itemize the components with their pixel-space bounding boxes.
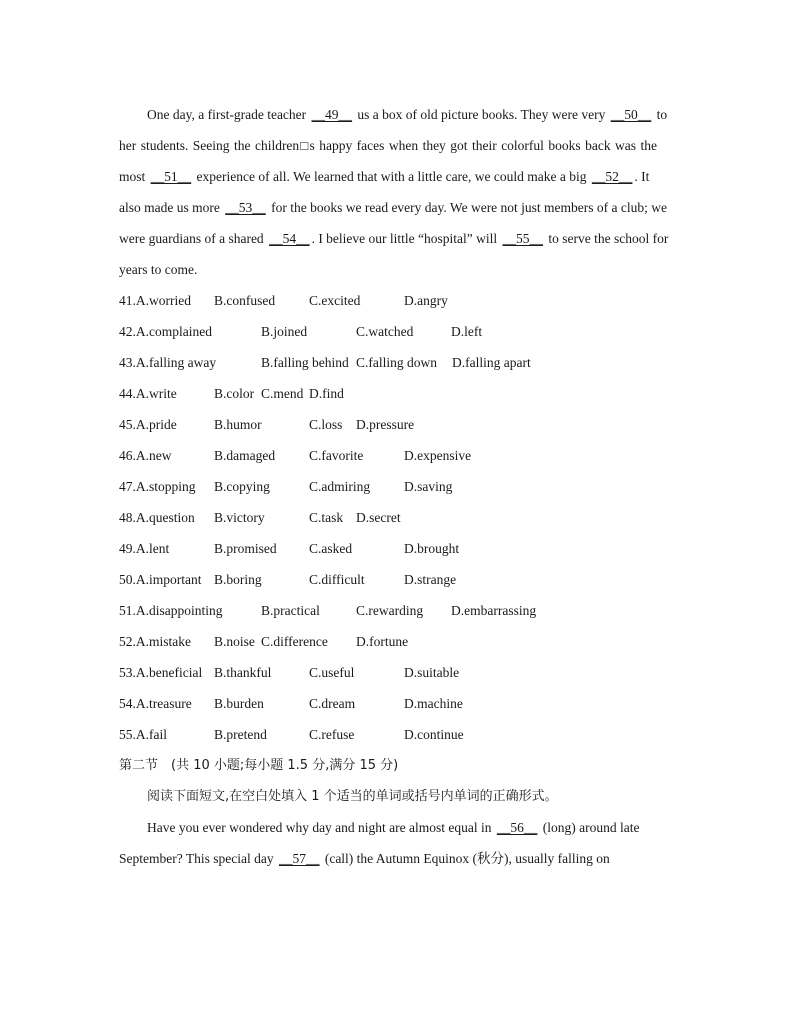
- text: . I believe our little “hospital” will: [311, 231, 501, 246]
- option-a[interactable]: 53.A.beneficial: [119, 665, 203, 680]
- passage-line-2: her students. Seeing the children□s happy faces when they got their colorful books back was the: [119, 138, 657, 153]
- option-d[interactable]: D.angry: [404, 293, 448, 308]
- text: to serve the school for: [545, 231, 669, 246]
- option-b[interactable]: B.confused: [214, 293, 276, 308]
- passage-line-5: [119, 230, 679, 248]
- blank-50[interactable]: __50__: [610, 107, 652, 122]
- question-55: [119, 726, 679, 744]
- option-b[interactable]: B.noise: [214, 634, 255, 649]
- option-b[interactable]: B.humor: [214, 417, 262, 432]
- option-a[interactable]: 49.A.lent: [119, 541, 170, 556]
- question-51: [119, 602, 679, 620]
- option-a[interactable]: 51.A.disappointing: [119, 603, 223, 618]
- option-a[interactable]: 46.A.new: [119, 448, 172, 463]
- question-46: [119, 447, 679, 465]
- text: . It: [634, 169, 650, 184]
- text: were guardians of a shared: [119, 231, 268, 246]
- option-c[interactable]: C.difficult: [309, 572, 365, 587]
- section-instruction: 阅读下面短文,在空白处填入 1 个适当的单词或括号内单词的正确形式。: [147, 789, 558, 804]
- option-a[interactable]: 44.A.write: [119, 386, 177, 401]
- option-c[interactable]: C.task: [309, 510, 344, 525]
- option-d[interactable]: D.falling apart: [452, 355, 531, 370]
- option-d[interactable]: D.brought: [404, 541, 460, 556]
- option-a[interactable]: 52.A.mistake: [119, 634, 191, 649]
- option-c[interactable]: C.loss: [309, 417, 343, 432]
- option-c[interactable]: C.mend: [261, 386, 304, 401]
- option-c[interactable]: C.watched: [356, 324, 414, 339]
- option-d[interactable]: D.machine: [404, 696, 463, 711]
- option-c[interactable]: C.asked: [309, 541, 353, 556]
- option-c[interactable]: C.excited: [309, 293, 361, 308]
- option-b[interactable]: B.thankful: [214, 665, 272, 680]
- blank-56[interactable]: __56__: [496, 820, 538, 835]
- option-d[interactable]: D.suitable: [404, 665, 460, 680]
- question-50: [119, 571, 679, 589]
- option-b[interactable]: B.victory: [214, 510, 265, 525]
- blank-49[interactable]: __49__: [311, 107, 353, 122]
- option-d[interactable]: D.strange: [404, 572, 457, 587]
- option-c[interactable]: C.falling down: [356, 355, 437, 370]
- option-a[interactable]: 42.A.complained: [119, 324, 212, 339]
- blank-52[interactable]: __52__: [591, 169, 633, 184]
- option-c[interactable]: C.difference: [261, 634, 328, 649]
- text: experience of all. We learned that with a little care, we could make a big: [193, 169, 590, 184]
- text: most: [119, 169, 149, 184]
- text: also made us more: [119, 200, 224, 215]
- text: (long) around late: [539, 820, 640, 835]
- option-d[interactable]: D.embarrassing: [451, 603, 537, 618]
- question-47: [119, 478, 679, 496]
- option-b[interactable]: B.pretend: [214, 727, 267, 742]
- question-48: [119, 509, 679, 527]
- blank-51[interactable]: __51__: [150, 169, 192, 184]
- question-45: [119, 416, 679, 434]
- option-b[interactable]: B.color: [214, 386, 255, 401]
- passage-line-6: years to come.: [119, 262, 198, 277]
- option-b[interactable]: B.joined: [261, 324, 308, 339]
- option-d[interactable]: D.pressure: [356, 417, 415, 432]
- option-c[interactable]: C.admiring: [309, 479, 371, 494]
- text: (call) the Autumn Equinox (秋分), usually falling on: [321, 851, 610, 866]
- option-b[interactable]: B.practical: [261, 603, 320, 618]
- passage-line-4: [119, 199, 679, 217]
- option-a[interactable]: 50.A.important: [119, 572, 202, 587]
- question-54: [119, 695, 679, 713]
- passage-line-1: [147, 106, 679, 124]
- passage2-line-2: [119, 850, 679, 868]
- question-52: [119, 633, 679, 651]
- text: to: [653, 107, 668, 122]
- option-d[interactable]: D.secret: [356, 510, 401, 525]
- option-b[interactable]: B.promised: [214, 541, 277, 556]
- option-a[interactable]: 48.A.question: [119, 510, 195, 525]
- blank-57[interactable]: __57__: [278, 851, 320, 866]
- option-a[interactable]: 47.A.stopping: [119, 479, 196, 494]
- blank-54[interactable]: __54__: [269, 231, 310, 246]
- option-a[interactable]: 45.A.pride: [119, 417, 177, 432]
- text: One day, a first-grade teacher: [147, 107, 310, 122]
- option-b[interactable]: B.boring: [214, 572, 262, 587]
- option-b[interactable]: B.damaged: [214, 448, 276, 463]
- option-d[interactable]: D.left: [451, 324, 483, 339]
- text: Have you ever wondered why day and night are almost equal in: [147, 820, 495, 835]
- question-41: [119, 292, 679, 310]
- question-43: [119, 354, 679, 372]
- option-c[interactable]: C.useful: [309, 665, 355, 680]
- text: for the books we read every day. We were not just members of a club; we: [267, 200, 668, 215]
- option-c[interactable]: C.rewarding: [356, 603, 424, 618]
- section-heading: 第二节 (共 10 小题;每小题 1.5 分,满分 15 分): [119, 758, 399, 773]
- option-c[interactable]: C.refuse: [309, 727, 355, 742]
- option-d[interactable]: D.saving: [404, 479, 453, 494]
- option-c[interactable]: C.favorite: [309, 448, 364, 463]
- option-b[interactable]: B.burden: [214, 696, 264, 711]
- question-53: [119, 664, 679, 682]
- option-a[interactable]: 55.A.fail: [119, 727, 167, 742]
- option-d[interactable]: D.expensive: [404, 448, 472, 463]
- question-44: [119, 385, 679, 403]
- option-b[interactable]: B.copying: [214, 479, 270, 494]
- option-a[interactable]: 43.A.falling away: [119, 355, 217, 370]
- option-c[interactable]: C.dream: [309, 696, 356, 711]
- option-d[interactable]: D.fortune: [356, 634, 409, 649]
- option-a[interactable]: 54.A.treasure: [119, 696, 192, 711]
- text: us a box of old picture books. They were very: [354, 107, 609, 122]
- passage-line-3: [119, 168, 679, 186]
- option-a[interactable]: 41.A.worried: [119, 293, 191, 308]
- option-d[interactable]: D.continue: [404, 727, 464, 742]
- question-49: [119, 540, 679, 558]
- question-42: [119, 323, 679, 341]
- blank-55[interactable]: __55__: [502, 231, 544, 246]
- passage2-line-1: [147, 819, 667, 837]
- option-b[interactable]: B.falling behind: [261, 355, 349, 370]
- text: September? This special day: [119, 851, 277, 866]
- blank-53[interactable]: __53__: [225, 200, 266, 215]
- option-d[interactable]: D.find: [309, 386, 344, 401]
